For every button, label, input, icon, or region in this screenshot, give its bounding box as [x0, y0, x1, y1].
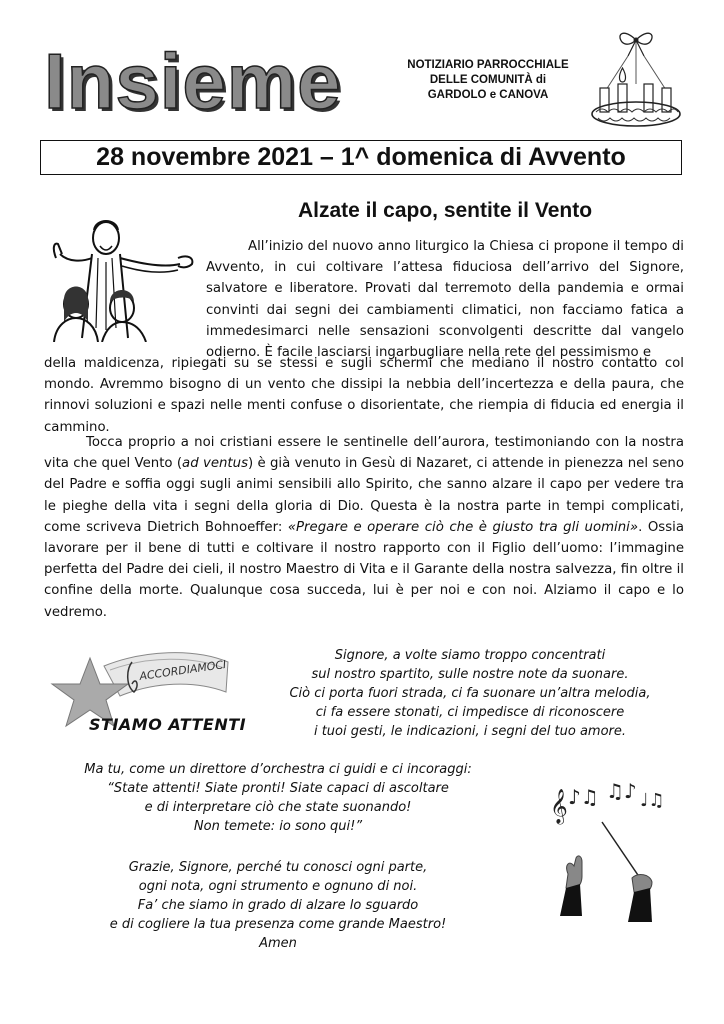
verse-line: Amen [259, 936, 297, 951]
masthead-subtitle-line: GARDOLO e CANOVA [427, 89, 549, 101]
masthead-subtitle-line: DELLE COMUNITÀ di [429, 74, 547, 86]
verse-line: Fa’ che siamo in grado di alzare lo sguardo [137, 898, 419, 913]
svg-text:♫♪: ♫♪ [606, 779, 637, 803]
verse-line: ogni nota, ogni strumento e ognuno di noi. [138, 879, 418, 894]
advent-wreath-icon [588, 26, 684, 130]
verse-line: Signore, a volte siamo troppo concentrati [334, 648, 606, 663]
verse-line: Grazie, Signore, perché tu conosci ogni parte, [128, 860, 428, 875]
text-run: ) è già venuto in Gesù di Nazaret, ci attende in pienezza nel seno del Padre e soffia oggi sugli animi sensibili allo Spirito, che sanno alzare il capo per vedere tra le pieghe della vita i segni della gloria di Dio. Questa è la nostra parte in tempi complicati, come scriveva Dietrich Bohnoeffer: [44, 456, 684, 535]
jesus-illustration-icon [46, 218, 196, 342]
verse-line: e di interpretare ciò che state suonando! [144, 800, 412, 815]
prayer-verse-2 [62, 760, 494, 836]
verse-line: i tuoi gesti, le indicazioni, i segni del tuo amore. [313, 724, 627, 739]
italic-text-run: ad ventus [182, 456, 248, 472]
svg-text:♪♫: ♪♫ [568, 785, 599, 809]
masthead-title: Insieme [44, 37, 342, 125]
verse-line: sul nostro spartito, sulle nostre note da suonare. [311, 667, 629, 682]
svg-text:𝄞: 𝄞 [550, 789, 568, 824]
verse-line: Ciò ci porta fuori strada, ci fa suonare un’altra melodia, [289, 686, 651, 701]
verse-line: e di cogliere la tua presenza come grande Maestro! [109, 917, 447, 932]
quote-text-run: «Pregare e operare ciò che è giusto tra gli uomini» [287, 519, 639, 535]
svg-text:♩♫: ♩♫ [640, 790, 665, 811]
prayer-verse-1 [268, 646, 672, 741]
prayer-verse-3 [76, 858, 480, 953]
article-paragraph-intro-continued: della maldicenza, ripiegati su se stessi e sugli schermi che mediano il nostro contatto col mondo. Avremmo bisogno di un vento che dissipi la nebbia dell’incertezza e della paura, che rinnovi soluzioni e spazi nelle menti confuse o disorientate, che riempia di fiducia ed energia il cammino. [44, 356, 684, 435]
verse-line: ci fa essere stonati, ci impedisce di riconoscere [315, 705, 625, 720]
conductor-hands-icon [520, 766, 684, 926]
verse-line: Non temete: io sono qui!” [193, 819, 363, 834]
article-paragraph-intro: All’inizio del nuovo anno liturgico la Chiesa ci propone il tempo di Avvento, in cui coltivare l’attesa fiduciosa dell’arrivo del Signore, salvatore e liberatore. Provati dal terremoto della pandemia e ormai convinti dai segni dei cambiamenti climatici, non facciamo fatica a immedesimarci nelle sensazioni sconvolgenti descritte dal vangelo odierno. È facile lasciarsi ingarbugliare nella rete del pessimismo e [206, 239, 684, 361]
verse-line: Ma tu, come un direttore d’orchestra ci guidi e ci incoraggi: [84, 762, 472, 777]
prayer-heading: STIAMO ATTENTI [89, 715, 247, 734]
verse-line: “State attenti! Siate pronti! Siate capaci di ascoltare [107, 781, 449, 796]
masthead-subtitle-line: NOTIZIARIO PARROCCHIALE [407, 59, 569, 71]
text-run: . Ossia lavorare per il bene di tutti e coltivare il nostro rapporto con il Figlio dell’uomo: l’immagine perfetta del Padre dei cieli, il nostro Maestro di Vita e il Garante della nostra salvezza, fin oltre il confine della morte. Qualunque cosa succeda, lui è per noi e con noi. Alziamo il capo e lo vedremo. [44, 519, 684, 620]
article-paragraph-main [44, 432, 684, 623]
date-banner: 28 novembre 2021 – 1^ domenica di Avvento [40, 140, 682, 175]
article-title: Alzate il capo, sentite il Vento [297, 199, 593, 222]
masthead-subtitle [383, 58, 593, 103]
text-run: Tocca proprio a noi cristiani essere le sentinelle dell’aurora, testimoniando con la nostra vita che quel Vento ( [44, 435, 684, 472]
logo-text: ACCORDIAMOCI [138, 657, 228, 683]
